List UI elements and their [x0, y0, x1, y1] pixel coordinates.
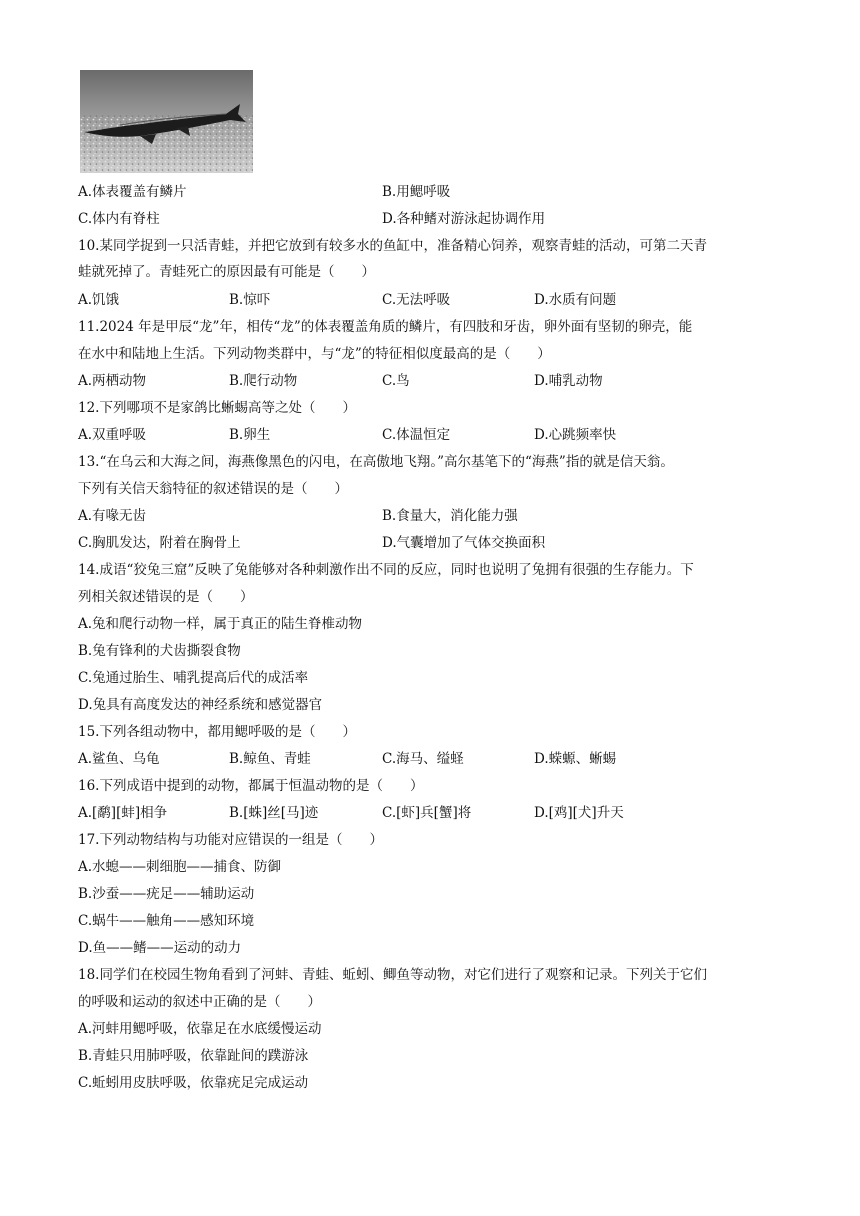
q11-option-c: C.鸟: [382, 373, 410, 389]
sturgeon-photo: [80, 70, 253, 173]
q15-option-b: B.鲸鱼、青蛙: [229, 751, 311, 767]
q14-option-c: C.兔通过胎生、哺乳提高后代的成活率: [78, 670, 309, 686]
q14-stem-line2: 列相关叙述错误的是（ ）: [78, 589, 254, 605]
q11-stem-line1: 11.2024 年是甲辰“龙”年，相传“龙”的体表覆盖角质的鳞片，有四肢和牙齿，卵外面有坚韧的卵壳，能: [78, 319, 693, 335]
q17-option-b: B.沙蚕——疣足——辅助运动: [78, 886, 255, 902]
q13-stem-line1: 13.“在乌云和大海之间，海燕像黑色的闪电，在高傲地飞翔。”高尔基笔下的“海燕”指的就是信天翁。: [78, 454, 674, 470]
q9-option-c: C.体内有脊柱: [78, 211, 160, 227]
q15-stem: 15.下列各组动物中，都用鳃呼吸的是（ ）: [78, 724, 356, 740]
q10-option-a: A.饥饿: [78, 292, 120, 308]
q11-option-b: B.爬行动物: [229, 373, 298, 389]
q11-option-a: A.两栖动物: [78, 373, 147, 389]
q9-option-a: A.体表覆盖有鳞片: [78, 184, 187, 200]
q12-stem: 12.下列哪项不是家鸽比蜥蜴高等之处（ ）: [78, 400, 356, 416]
q11-option-d: D.哺乳动物: [534, 373, 603, 389]
q10-option-d: D.水质有问题: [534, 292, 617, 308]
q18-stem-line1: 18.同学们在校园生物角看到了河蚌、青蛙、蚯蚓、鲫鱼等动物，对它们进行了观察和记录。下列关于它们: [78, 967, 707, 983]
q18-option-b: B.青蛙只用肺呼吸，依靠趾间的蹼游泳: [78, 1048, 309, 1064]
q17-option-d: D.鱼——鳍——运动的动力: [78, 940, 242, 956]
q14-option-a: A.兔和爬行动物一样，属于真正的陆生脊椎动物: [78, 616, 363, 632]
q13-stem-line2: 下列有关信天翁特征的叙述错误的是（ ）: [78, 481, 348, 497]
q13-option-b: B.食量大，消化能力强: [382, 508, 518, 524]
q14-option-d: D.兔具有高度发达的神经系统和感觉器官: [78, 697, 323, 713]
q9-option-b: B.用鳃呼吸: [382, 184, 451, 200]
q13-option-c: C.胸肌发达，附着在胸骨上: [78, 535, 241, 551]
q12-option-d: D.心跳频率快: [534, 427, 617, 443]
q14-option-b: B.兔有锋利的犬齿撕裂食物: [78, 643, 241, 659]
q12-option-a: A.双重呼吸: [78, 427, 147, 443]
q10-option-b: B.惊吓: [229, 292, 271, 308]
q12-option-c: C.体温恒定: [382, 427, 451, 443]
q9-option-d: D.各种鳍对游泳起协调作用: [382, 211, 546, 227]
q14-stem-line1: 14.成语“狡兔三窟”反映了兔能够对各种刺激作出不同的反应，同时也说明了兔拥有很强的生存能力。下: [78, 562, 694, 578]
q10-option-c: C.无法呼吸: [382, 292, 451, 308]
q17-stem: 17.下列动物结构与功能对应错误的一组是（ ）: [78, 832, 383, 848]
q18-option-a: A.河蚌用鳃呼吸，依靠足在水底缓慢运动: [78, 1021, 322, 1037]
q13-option-a: A.有喙无齿: [78, 508, 147, 524]
q17-option-c: C.蜗牛——触角——感知环境: [78, 913, 255, 929]
q16-option-b: B.[蛛]丝[马]迹: [229, 805, 319, 821]
q11-stem-line2: 在水中和陆地上生活。下列动物类群中，与“龙”的特征相似度最高的是（ ）: [78, 346, 551, 362]
q15-option-c: C.海马、缢蛏: [382, 751, 464, 767]
q18-option-c: C.蚯蚓用皮肤呼吸，依靠疣足完成运动: [78, 1075, 309, 1091]
q18-stem-line2: 的呼吸和运动的叙述中正确的是（ ）: [78, 994, 321, 1010]
q10-stem-line1: 10.某同学捉到一只活青蛙，并把它放到有较多水的鱼缸中，准备精心饲养，观察青蛙的活动，可第二天青: [78, 238, 707, 254]
q16-option-c: C.[虾]兵[蟹]将: [382, 805, 472, 821]
q15-option-d: D.蝾螈、蜥蜴: [534, 751, 617, 767]
q16-option-d: D.[鸡][犬]升天: [534, 805, 624, 821]
q15-option-a: A.鲨鱼、乌龟: [78, 751, 160, 767]
q16-stem: 16.下列成语中提到的动物，都属于恒温动物的是（ ）: [78, 778, 424, 794]
q12-option-b: B.卵生: [229, 427, 271, 443]
q13-option-d: D.气囊增加了气体交换面积: [382, 535, 546, 551]
q17-option-a: A.水螅——刺细胞——捕食、防御: [78, 859, 282, 875]
q10-stem-line2: 蛙就死掉了。青蛙死亡的原因最有可能是（ ）: [78, 264, 375, 280]
q16-option-a: A.[鹬][蚌]相争: [78, 805, 168, 821]
